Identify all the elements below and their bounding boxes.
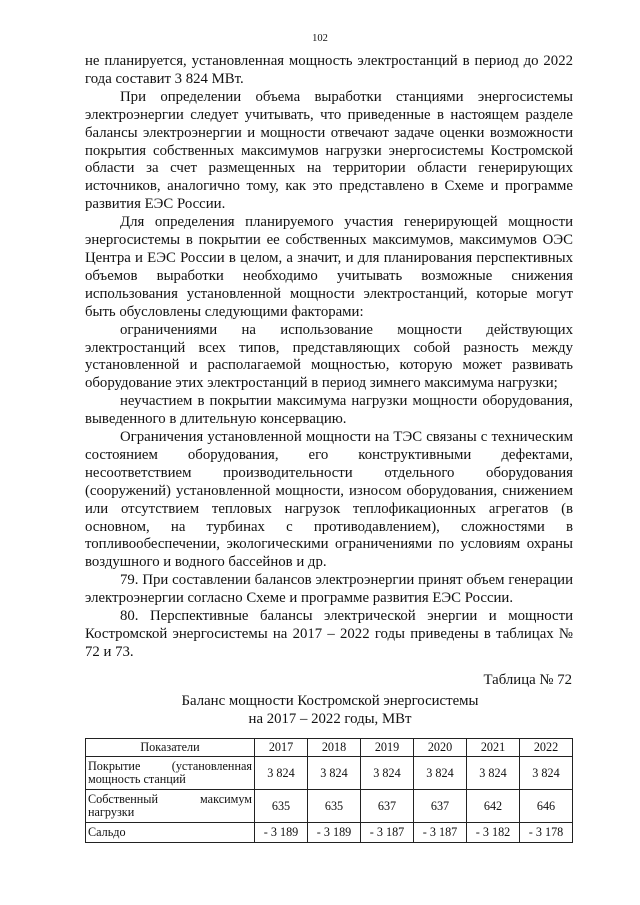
header-year: 2020 <box>414 739 467 757</box>
row-label: Собственный максимум нагрузки <box>86 790 255 823</box>
table-cell: 3 824 <box>255 757 308 790</box>
paragraph-8: 80. Перспективные балансы электрической энергии и мощности Костромской энергосистемы на 2017 – 2022 годы приведены в таблицах № 72 и 73. <box>85 608 573 660</box>
paragraph-1: не планируется, установленная мощность электростанций в период до 2022 года составит 3 824 МВт. <box>85 53 573 87</box>
table-cell: 3 824 <box>520 757 573 790</box>
table-header-row <box>86 739 573 757</box>
table-cell: - 3 189 <box>308 823 361 843</box>
table-cell: - 3 178 <box>520 823 573 843</box>
table-cell: - 3 182 <box>467 823 520 843</box>
paragraph-7: 79. При составлении балансов электроэнергии принят объем генерации электроэнергии согласно Схеме и программе развития ЕЭС России. <box>85 572 573 607</box>
table-cell: 635 <box>308 790 361 823</box>
table-cell: 3 824 <box>467 757 520 790</box>
paragraph-4: ограничениями на использование мощности действующих электростанций всех типов, представляющих собой разность между установленной и располагаемой мощностью, которую может развивать оборудование этих электростанций в период зимнего максимума нагрузки; <box>85 321 573 392</box>
table-cell: 637 <box>361 790 414 823</box>
paragraph-6: Ограничения установленной мощности на ТЭС связаны с техническим состоянием оборудования, его конструктивными дефектами, несоответствием производительности отдельного оборудования (сооружений) установленной мощности, износом оборудования, снижением или отсутствием тепловых нагрузок теплофикационных агрегатов (в основном, на турбинах с противодавлением), сложностями в топливообеспечении, экологическими ограничениями по условиям охраны воздушного и водного бассейнов и др. <box>85 429 573 571</box>
table-cell: 3 824 <box>308 757 361 790</box>
table-row <box>86 790 573 823</box>
header-indicator: Показатели <box>86 739 255 757</box>
row-label: Сальдо <box>86 823 255 843</box>
table-cell: - 3 187 <box>414 823 467 843</box>
table-row <box>86 823 573 843</box>
paragraph-2: При определении объема выработки станциями энергосистемы электроэнергии следует учитывать, что приведенные в настоящем разделе балансы электроэнергии и мощности отвечают задаче оценки возможности покрытия собственных максимумов нагрузки энергосистемы Костромской области за счет размещенных на территории области генерирующих источников, аналогично тому, как это представлено в Схеме и программе развития ЕЭС России. <box>85 88 573 213</box>
table-cell: 646 <box>520 790 573 823</box>
power-balance-table <box>85 738 573 843</box>
row-label: Покрытие (установленная мощность станций <box>86 757 255 790</box>
table-title-line-1: Баланс мощности Костромской энергосистемы <box>181 693 479 709</box>
table-cell: 3 824 <box>414 757 467 790</box>
table-cell: - 3 187 <box>361 823 414 843</box>
table-cell: 3 824 <box>361 757 414 790</box>
paragraph-3: Для определения планируемого участия генерирующей мощности энергосистемы в покрытии ее собственных максимумов, максимумов ОЭС Центра и ЕЭС России в целом, а значит, и для планирования перспективных объемов выработки необходимо учитывать возможные снижения использования установленной мощности электростанций, которые могут быть обусловлены следующими факторами: <box>85 214 573 320</box>
table-cell: 637 <box>414 790 467 823</box>
table-title-line-2: на 2017 – 2022 годы, МВт <box>248 710 412 727</box>
page-number: 102 <box>312 33 328 44</box>
header-year: 2017 <box>255 739 308 757</box>
table-title <box>86 693 574 728</box>
paragraph-5: неучастием в покрытии максимума нагрузки мощности оборудования, выведенного в длительную консервацию. <box>85 393 573 428</box>
document-body <box>85 53 573 662</box>
table-cell: 635 <box>255 790 308 823</box>
header-year: 2021 <box>467 739 520 757</box>
table-cell: - 3 189 <box>255 823 308 843</box>
header-year: 2019 <box>361 739 414 757</box>
table-label: Таблица № 72 <box>483 672 572 688</box>
table-row <box>86 757 573 790</box>
table-cell: 642 <box>467 790 520 823</box>
header-year: 2022 <box>520 739 573 757</box>
header-year: 2018 <box>308 739 361 757</box>
